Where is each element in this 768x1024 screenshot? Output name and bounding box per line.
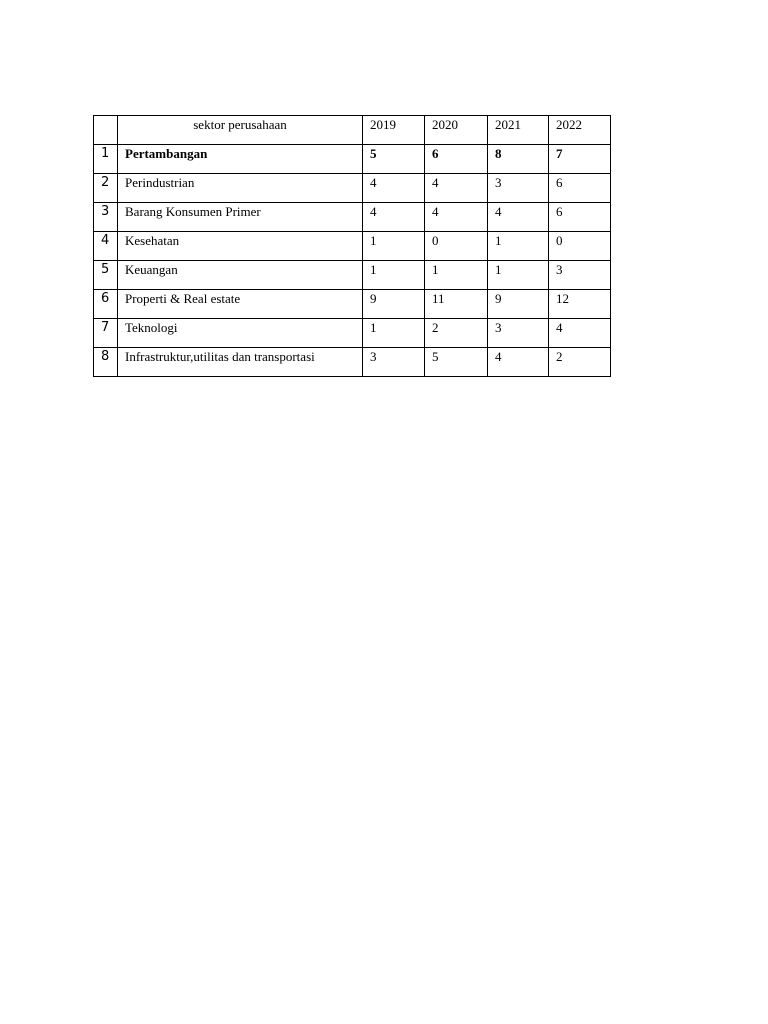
header-number-cell [94,116,118,145]
row-number: 6 [94,290,118,319]
row-value-2021: 9 [488,290,549,319]
row-value-2021: 4 [488,348,549,377]
row-number: 4 [94,232,118,261]
row-sector: Infrastruktur,utilitas dan transportasi [118,348,363,377]
row-value-2020: 11 [425,290,488,319]
sector-table [93,115,611,377]
row-value-2022: 4 [549,319,611,348]
header-sector-cell: sektor perusahaan [118,116,363,145]
row-number: 8 [94,348,118,377]
table-row [94,174,611,203]
row-value-2019: 3 [363,348,425,377]
table-row [94,290,611,319]
row-value-2020: 4 [425,174,488,203]
row-value-2019: 4 [363,203,425,232]
row-value-2022: 7 [549,145,611,174]
row-value-2019: 4 [363,174,425,203]
row-value-2020: 6 [425,145,488,174]
row-value-2019: 1 [363,261,425,290]
row-sector: Barang Konsumen Primer [118,203,363,232]
row-value-2020: 4 [425,203,488,232]
row-value-2019: 1 [363,319,425,348]
row-value-2020: 0 [425,232,488,261]
row-sector: Teknologi [118,319,363,348]
row-number: 7 [94,319,118,348]
row-value-2022: 3 [549,261,611,290]
table-row [94,203,611,232]
row-value-2021: 8 [488,145,549,174]
row-value-2020: 5 [425,348,488,377]
header-year-2019: 2019 [363,116,425,145]
row-sector: Perindustrian [118,174,363,203]
row-value-2022: 6 [549,203,611,232]
table-header-row [94,116,611,145]
row-value-2022: 6 [549,174,611,203]
row-number: 1 [94,145,118,174]
table-row [94,348,611,377]
row-value-2022: 0 [549,232,611,261]
header-year-2020: 2020 [425,116,488,145]
row-sector: Pertambangan [118,145,363,174]
row-value-2019: 5 [363,145,425,174]
table-row [94,261,611,290]
row-value-2022: 12 [549,290,611,319]
row-value-2021: 3 [488,319,549,348]
table-row [94,145,611,174]
row-value-2021: 4 [488,203,549,232]
row-number: 5 [94,261,118,290]
row-number: 3 [94,203,118,232]
table-row [94,319,611,348]
row-sector: Keuangan [118,261,363,290]
row-value-2020: 2 [425,319,488,348]
row-value-2022: 2 [549,348,611,377]
row-value-2021: 1 [488,232,549,261]
row-value-2020: 1 [425,261,488,290]
row-sector: Properti & Real estate [118,290,363,319]
row-value-2021: 1 [488,261,549,290]
row-sector: Kesehatan [118,232,363,261]
table-row [94,232,611,261]
row-value-2019: 1 [363,232,425,261]
header-year-2022: 2022 [549,116,611,145]
row-number: 2 [94,174,118,203]
header-year-2021: 2021 [488,116,549,145]
row-value-2021: 3 [488,174,549,203]
row-value-2019: 9 [363,290,425,319]
